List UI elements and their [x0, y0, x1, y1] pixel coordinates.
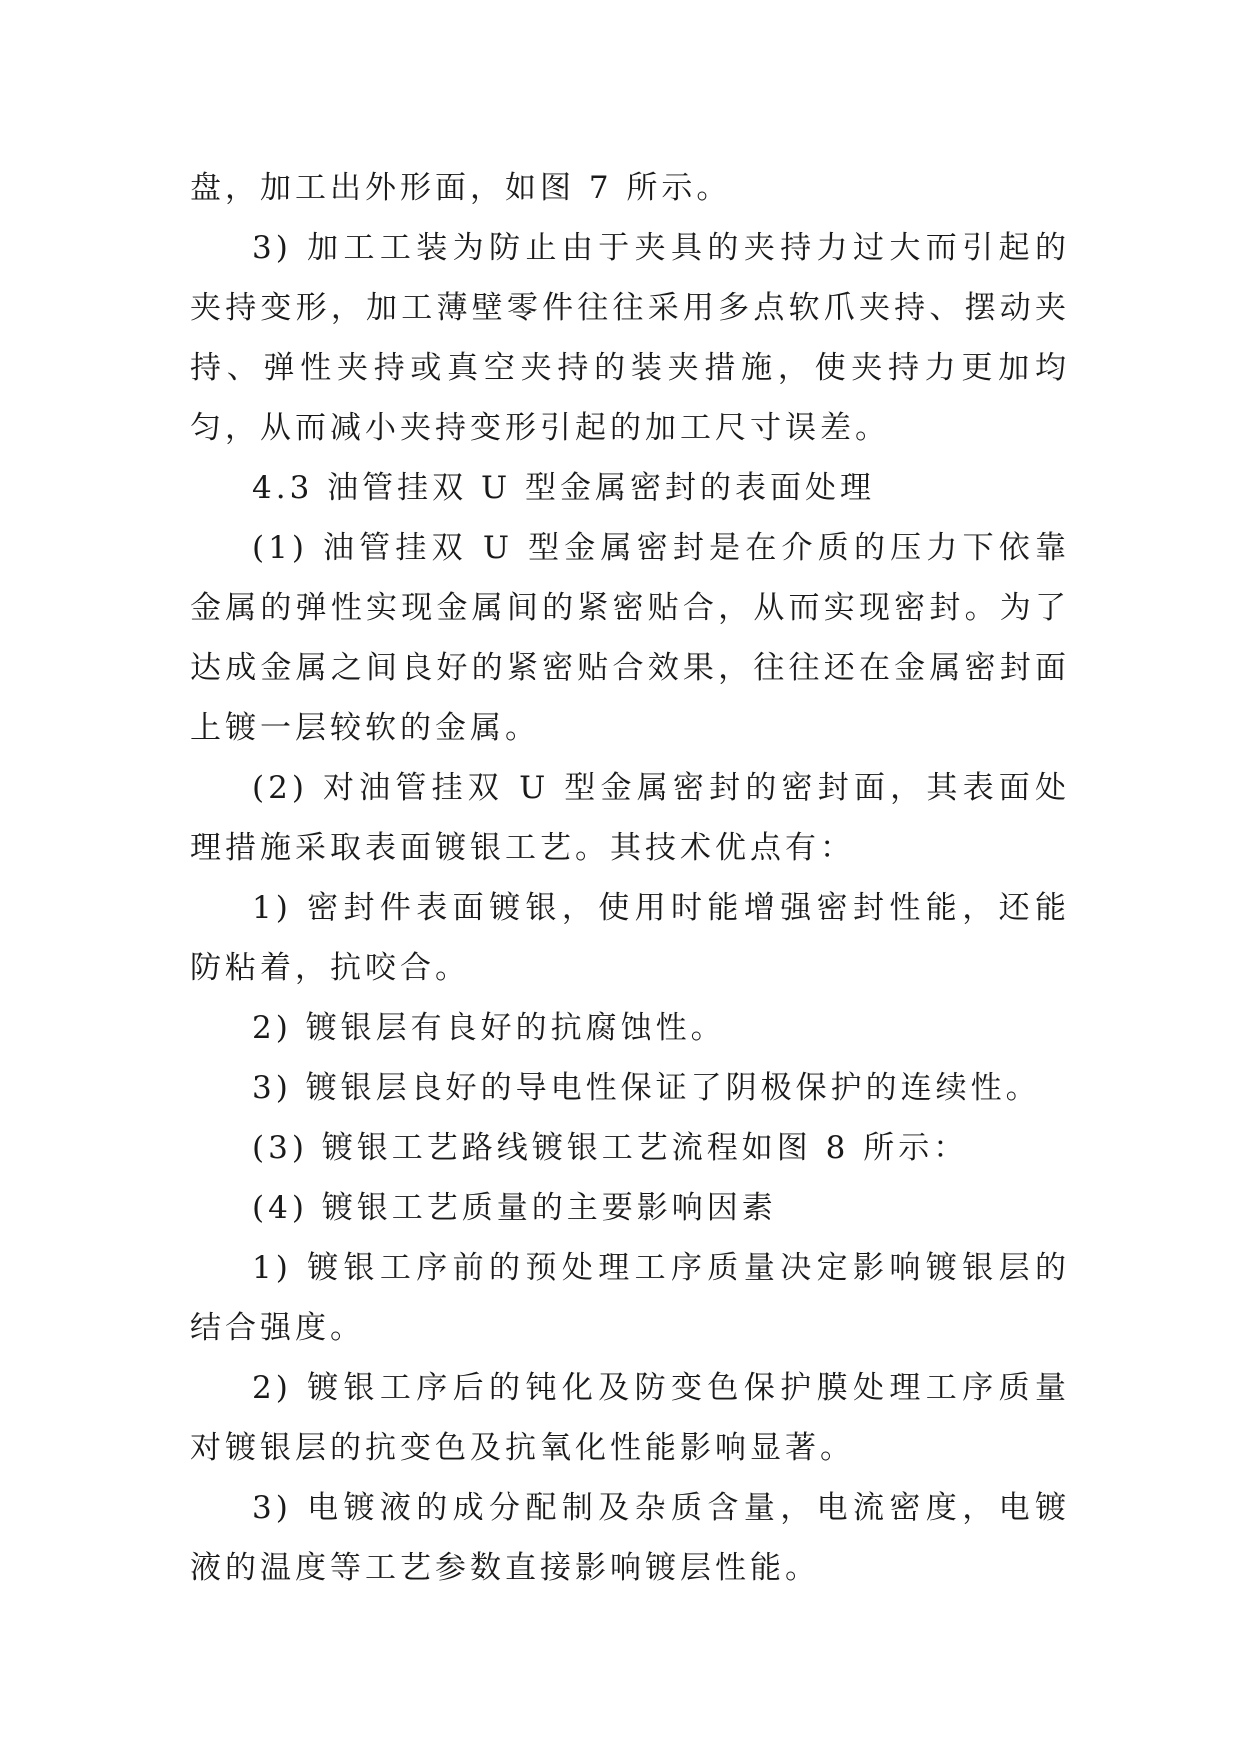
- list-item: 3) 电镀液的成分配制及杂质含量，电流密度，电镀液的温度等工艺参数直接影响镀层性能。: [190, 1490, 1070, 1586]
- paragraph: (2) 对油管挂双 U 型金属密封的密封面，其表面处理措施采取表面镀银工艺。其技术优点有：: [190, 770, 1070, 866]
- body-text: [190, 158, 1070, 1598]
- list-item: 2) 镀银工序后的钝化及防变色保护膜处理工序质量对镀银层的抗变色及抗氧化性能影响显著。: [190, 1370, 1070, 1466]
- paragraph: (4) 镀银工艺质量的主要影响因素: [252, 1190, 777, 1226]
- list-item: 1) 密封件表面镀银，使用时能增强密封性能，还能防粘着，抗咬合。: [190, 890, 1070, 986]
- list-item: 3) 镀银层良好的导电性保证了阴极保护的连续性。: [252, 1070, 1041, 1106]
- paragraph: (3) 镀银工艺路线镀银工艺流程如图 8 所示：: [252, 1130, 969, 1166]
- paragraph: 3) 加工工装为防止由于夹具的夹持力过大而引起的夹持变形，加工薄壁零件往往采用多点软爪夹持、摆动夹持、弹性夹持或真空夹持的装夹措施，使夹持力更加均匀，从而减小夹持变形引起的加工尺寸误差。: [190, 230, 1070, 446]
- list-item: 1) 镀银工序前的预处理工序质量决定影响镀银层的结合强度。: [190, 1250, 1070, 1346]
- section-heading: 4.3 油管挂双 U 型金属密封的表面处理: [252, 470, 875, 506]
- list-item: 2) 镀银层有良好的抗腐蚀性。: [252, 1010, 726, 1046]
- paragraph: (1) 油管挂双 U 型金属密封是在介质的压力下依靠金属的弹性实现金属间的紧密贴合，从而实现密封。为了达成金属之间良好的紧密贴合效果，往往还在金属密封面上镀一层较软的金属。: [190, 530, 1070, 746]
- paragraph: 盘，加工出外形面，如图 7 所示。: [190, 170, 732, 206]
